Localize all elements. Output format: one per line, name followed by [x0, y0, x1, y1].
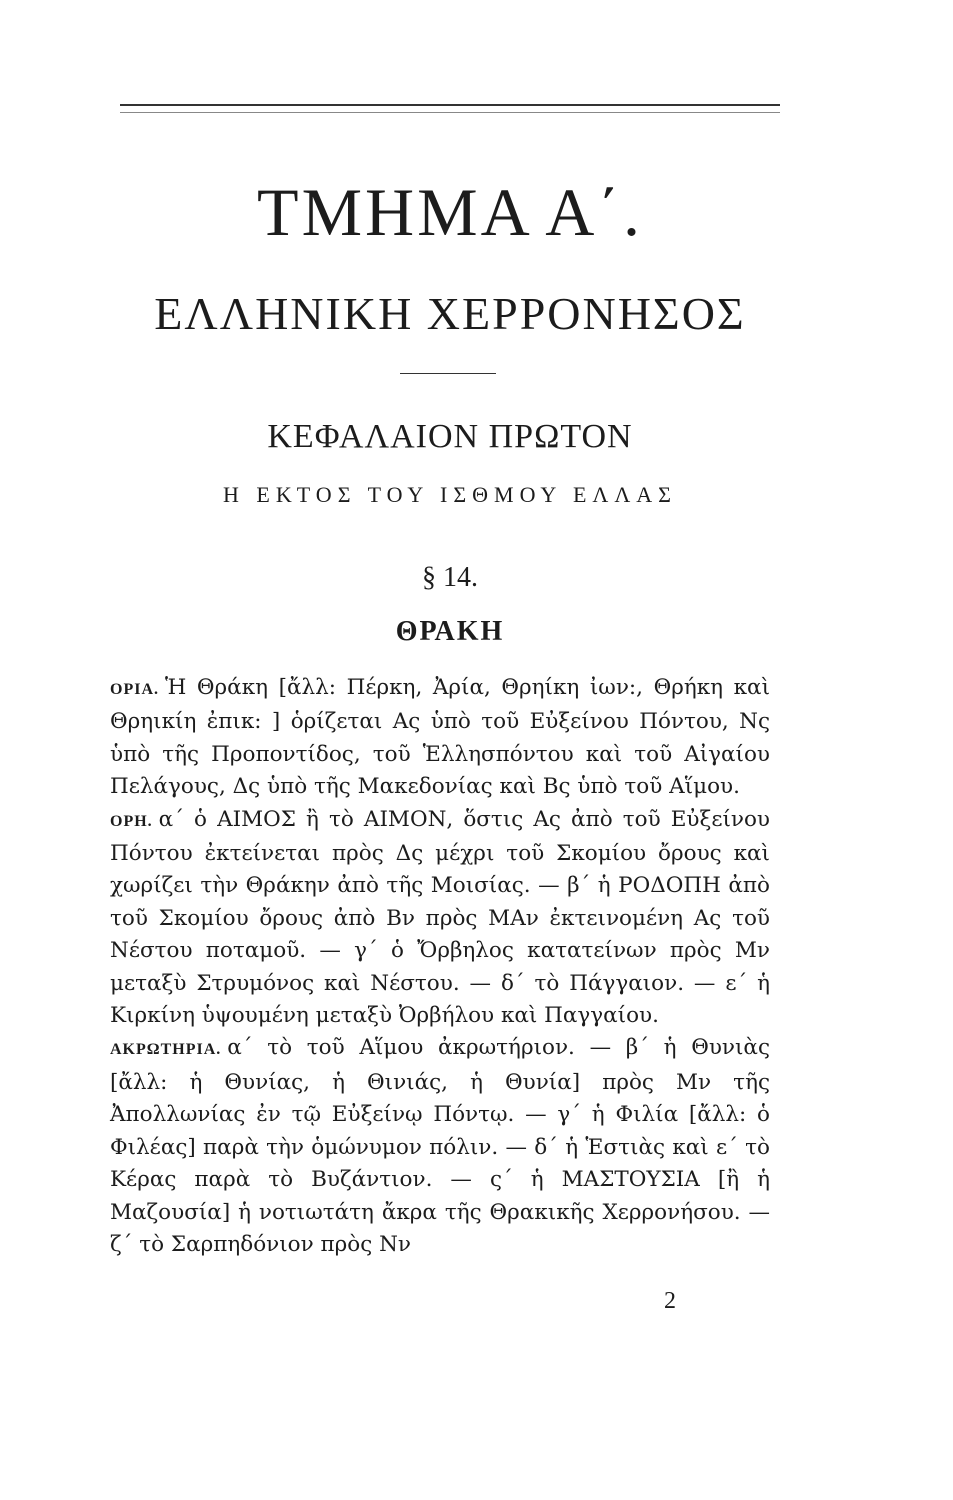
- paragraph-label: ΟΡΙΑ.: [110, 681, 159, 698]
- chapter-subtitle: Η ΕΚΤΟΣ ΤΟΥ ΙΣΘΜΟΥ ΕΛΛΑΣ: [223, 482, 677, 507]
- part-title: ΤΜΗΜΑ Α΄.: [257, 174, 643, 250]
- paragraph-text: α΄ τὸ τοῦ Αἵμου ἀκρωτήριον. — β΄ ἡ Θυνιὰς [ἄλλ: ἡ Θυνίας, ἡ Θινιάς, ἡ Θυνία] πρὸς Μν τῆς Ἀπολλωνίας ἐν τῷ Εὐξείνῳ Πόντῳ. — γ΄ ἡ Φιλία [ἄλλ: ὁ Φιλέας] παρὰ τὴν ὁμώνυμον πόλιν. — δ΄ ἡ Ἑστιὰς καὶ ε΄ τὸ Κέρας παρὰ τὸ Βυζάντιον. — ς΄ ἡ ΜΑΣΤΟΥΣΙΑ [ἢ ἡ Μαζουσία] ἡ νοτιωτάτη ἄκρα τῆς Θρακικῆς Χερρονήσου. — ζ΄ τὸ Σαρπηδόνιον πρὸς Νν: [110, 1035, 770, 1257]
- section-number: § 14.: [422, 562, 478, 593]
- page-number: 2: [664, 1288, 676, 1314]
- paragraph-text: Ἡ Θράκη [ἄλλ: Πέρκη, Ἀρία, Θρηίκη ἰων:, Θρήκη καὶ Θρηικίη ἐπικ: ] ὁρίζεται Ας ὑπὸ τοῦ Εὐξείνου Πόντου, Νς ὑπὸ τῆς Προποντίδος, τοῦ Ἑλλησπόντου καὶ τοῦ Αἰγαίου Πελάγους, Δς ὑπὸ τῆς Μακεδονίας καὶ Βς ὑπὸ τοῦ Αἵμου.: [110, 675, 770, 800]
- paragraph-text: α΄ ὁ ΑΙΜΟΣ ἢ τὸ ΑΙΜΟΝ, ὅστις Ας ἀπὸ τοῦ Εὐξείνου Πόντου ἐκτείνεται πρὸς Δς μέχρι τοῦ Σκομίου ὄρους καὶ χωρίζει τὴν Θράκην ἀπὸ τῆς Μοισίας. — β΄ ἡ ΡΟΔΟΠΗ ἀπὸ τοῦ Σκομίου ὄρους ἀπὸ Βν πρὸς ΜΑν ἐκτεινομένη Ας τοῦ Νέστου ποταμοῦ. — γ΄ ὁ Ὄρβηλος κατατείνων πρὸς Μν μεταξὺ Στρυμόνος καὶ Νέστου. — δ΄ τὸ Πάγγαιον. — ε΄ ἡ Κιρκίνη ὑψουμένη μεταξὺ Ὀρβήλου καὶ Παγγαίου.: [110, 806, 770, 1029]
- ornamental-rule: [400, 373, 496, 374]
- top-rule: [120, 104, 780, 106]
- body-text: [110, 672, 770, 1261]
- paragraph-label: ΟΡΗ.: [110, 812, 153, 830]
- paragraph-label: ΑΚΡΩΤΗΡΙΑ.: [110, 1041, 222, 1059]
- top-rule-thin: [120, 112, 780, 113]
- paragraph-capes: [110, 1032, 770, 1261]
- region-heading: ΘΡΑΚΗ: [395, 616, 505, 647]
- part-subtitle: ΕΛΛΗΝΙΚΗ ΧΕΡΡΟΝΗΣΟΣ: [154, 288, 746, 339]
- paragraph-mountains: [110, 804, 770, 1033]
- chapter-title: ΚΕΦΑΛΑΙΟΝ ΠΡΩΤΟΝ: [267, 418, 633, 455]
- paragraph-boundaries: [110, 672, 770, 804]
